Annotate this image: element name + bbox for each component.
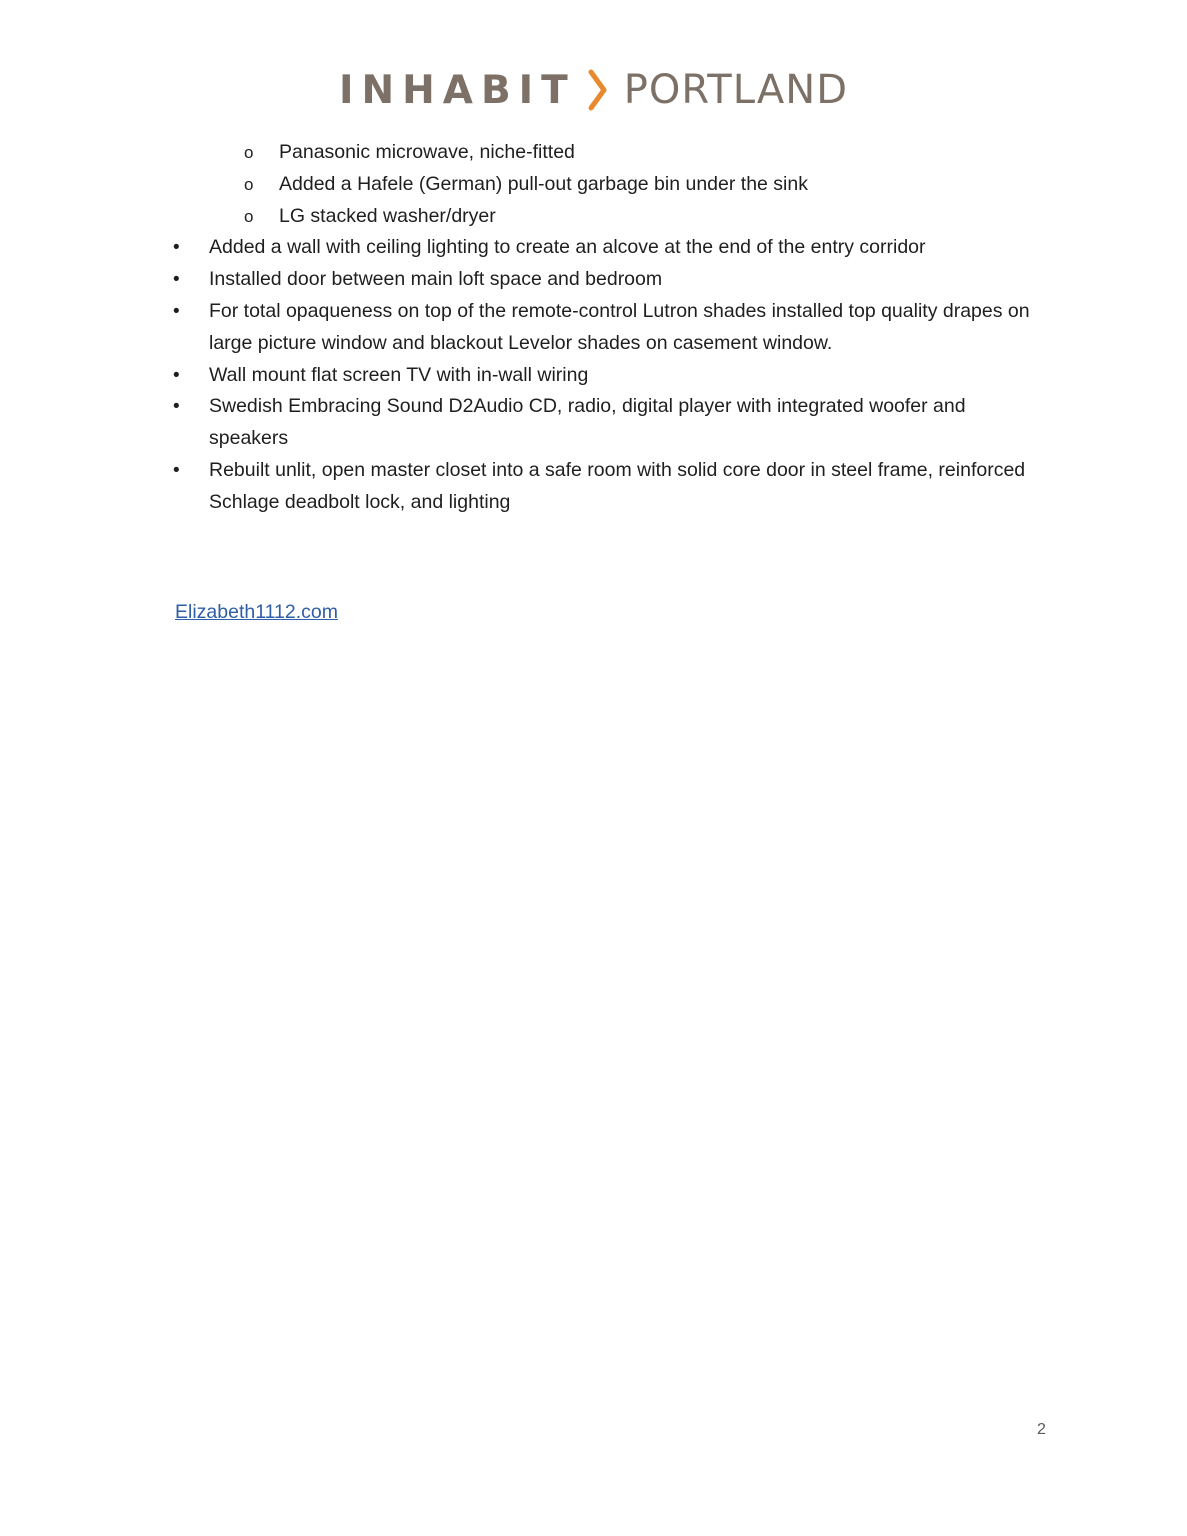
sub-list-item-text: Panasonic microwave, niche-fitted xyxy=(279,141,575,163)
circle-bullet-icon: o xyxy=(244,143,254,162)
list-item-text: Rebuilt unlit, open master closet into a safe room with solid core door in steel frame, reinforced Schlage deadbolt lock, and lighting xyxy=(209,458,1026,513)
list-item-text: Added a wall with ceiling lighting to create an alcove at the end of the entry corridor xyxy=(209,236,926,259)
list-item xyxy=(0,264,1187,296)
sub-list-item-text: Added a Hafele (German) pull-out garbage bin under the sink xyxy=(279,172,808,195)
chevron-right-icon xyxy=(586,68,610,112)
sub-list-item xyxy=(0,137,1187,169)
document-body xyxy=(0,137,1187,519)
inhabit-portland-logo xyxy=(0,64,1187,116)
bullet-icon: • xyxy=(173,269,180,291)
logo-portland-text: PORTLAND xyxy=(623,67,849,113)
bullet-icon: • xyxy=(173,459,180,481)
circle-bullet-icon: o xyxy=(244,206,254,226)
list-item xyxy=(0,455,1187,519)
list-item xyxy=(0,360,1187,392)
sub-list-item xyxy=(0,169,1187,201)
list-item-text: Wall mount flat screen TV with in-wall wiring xyxy=(209,363,589,386)
logo-inhabit-text: INHABIT xyxy=(338,67,576,113)
page-number: 2 xyxy=(1037,1421,1046,1438)
list-item xyxy=(0,296,1187,360)
circle-bullet-icon: o xyxy=(244,174,254,194)
list-item-text: For total opaqueness on top of the remote-control Lutron shades installed top quality drapes on large picture window and blackout Levelor shades on casement window. xyxy=(209,299,1030,354)
sub-list-item-text: LG stacked washer/dryer xyxy=(279,204,496,227)
website-link[interactable]: Elizabeth1112.com xyxy=(175,601,338,623)
list-item-text: Swedish Embracing Sound D2Audio CD, radio, digital player with integrated woofer and speakers xyxy=(209,395,966,450)
list-item-text: Installed door between main loft space and bedroom xyxy=(209,268,663,291)
bullet-icon: • xyxy=(173,364,180,386)
bullet-icon: • xyxy=(173,300,180,322)
list-item xyxy=(0,391,1187,455)
bullet-icon: • xyxy=(173,237,180,259)
bullet-icon: • xyxy=(173,396,180,418)
list-item xyxy=(0,232,1187,264)
sub-list-item xyxy=(0,201,1187,233)
